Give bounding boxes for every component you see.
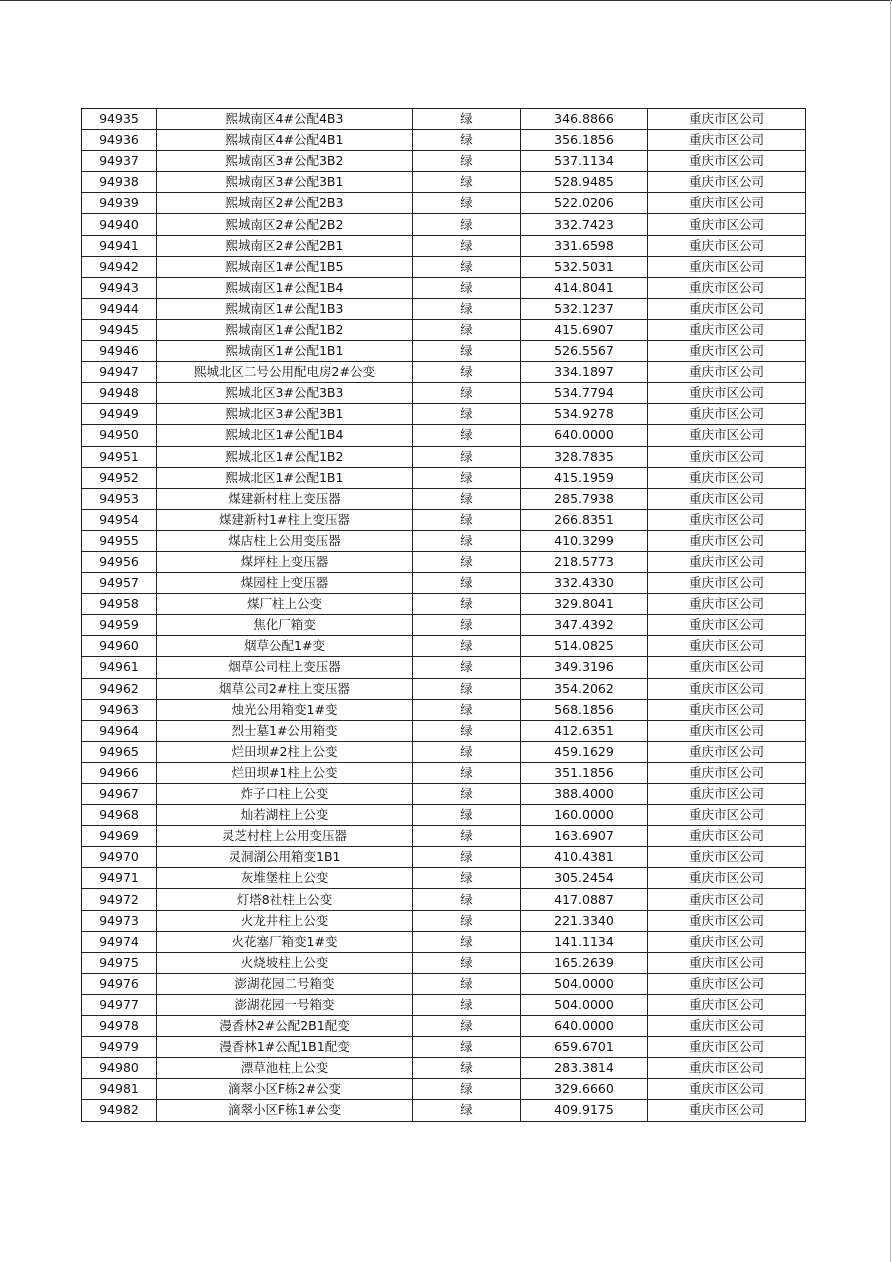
table-row (82, 931, 806, 952)
row-number-cell: 94938 (82, 172, 157, 193)
value-cell: 332.4330 (521, 573, 648, 594)
row-number-cell: 94949 (82, 404, 157, 425)
value-cell: 568.1856 (521, 699, 648, 720)
status-color-cell: 绿 (413, 868, 521, 889)
table-row (82, 805, 806, 826)
row-number-cell: 94946 (82, 341, 157, 362)
table-row (82, 889, 806, 910)
row-number-cell: 94937 (82, 151, 157, 172)
value-cell: 532.1237 (521, 298, 648, 319)
company-cell: 重庆市区公司 (648, 341, 806, 362)
status-color-cell: 绿 (413, 994, 521, 1015)
value-cell: 534.9278 (521, 404, 648, 425)
transformer-name-cell: 煤厂柱上公变 (157, 594, 413, 615)
status-color-cell: 绿 (413, 509, 521, 530)
table-row (82, 151, 806, 172)
table-row (82, 488, 806, 509)
value-cell: 283.3814 (521, 1058, 648, 1079)
row-number-cell: 94962 (82, 678, 157, 699)
status-color-cell: 绿 (413, 847, 521, 868)
table-row (82, 1037, 806, 1058)
status-color-cell: 绿 (413, 341, 521, 362)
table-row (82, 1058, 806, 1079)
table-row (82, 362, 806, 383)
value-cell: 329.6660 (521, 1079, 648, 1100)
table-row (82, 298, 806, 319)
row-number-cell: 94963 (82, 699, 157, 720)
transformer-name-cell: 滴翠小区F栋2#公变 (157, 1079, 413, 1100)
company-cell: 重庆市区公司 (648, 256, 806, 277)
row-number-cell: 94953 (82, 488, 157, 509)
status-color-cell: 绿 (413, 277, 521, 298)
status-color-cell: 绿 (413, 1037, 521, 1058)
transformer-name-cell: 灰堆堡柱上公变 (157, 868, 413, 889)
table-row (82, 573, 806, 594)
company-cell: 重庆市区公司 (648, 784, 806, 805)
value-cell: 163.6907 (521, 826, 648, 847)
table-row (82, 1100, 806, 1121)
value-cell: 331.6598 (521, 235, 648, 256)
status-color-cell: 绿 (413, 636, 521, 657)
transformer-name-cell: 焦化厂箱变 (157, 615, 413, 636)
table-row (82, 994, 806, 1015)
row-number-cell: 94952 (82, 467, 157, 488)
transformer-name-cell: 熙城北区1#公配1B4 (157, 425, 413, 446)
row-number-cell: 94942 (82, 256, 157, 277)
company-cell: 重庆市区公司 (648, 910, 806, 931)
transformer-name-cell: 熙城北区1#公配1B2 (157, 446, 413, 467)
transformer-name-cell: 熙城北区3#公配3B3 (157, 383, 413, 404)
transformer-name-cell: 熙城北区二号公用配电房2#公变 (157, 362, 413, 383)
transformer-name-cell: 灵洞湖公用箱变1B1 (157, 847, 413, 868)
table-row (82, 214, 806, 235)
value-cell: 349.3196 (521, 657, 648, 678)
value-cell: 415.6907 (521, 319, 648, 340)
value-cell: 347.4392 (521, 615, 648, 636)
table-row (82, 425, 806, 446)
status-color-cell: 绿 (413, 1100, 521, 1121)
value-cell: 414.8041 (521, 277, 648, 298)
status-color-cell: 绿 (413, 193, 521, 214)
transformer-name-cell: 熙城南区2#公配2B3 (157, 193, 413, 214)
company-cell: 重庆市区公司 (648, 151, 806, 172)
company-cell: 重庆市区公司 (648, 952, 806, 973)
transformer-name-cell: 煤建新村1#柱上变压器 (157, 509, 413, 530)
status-color-cell: 绿 (413, 551, 521, 572)
row-number-cell: 94951 (82, 446, 157, 467)
row-number-cell: 94935 (82, 109, 157, 130)
status-color-cell: 绿 (413, 235, 521, 256)
transformer-name-cell: 火烧坡柱上公变 (157, 952, 413, 973)
table-row (82, 699, 806, 720)
row-number-cell: 94948 (82, 383, 157, 404)
row-number-cell: 94965 (82, 741, 157, 762)
company-cell: 重庆市区公司 (648, 425, 806, 446)
status-color-cell: 绿 (413, 805, 521, 826)
status-color-cell: 绿 (413, 973, 521, 994)
row-number-cell: 94959 (82, 615, 157, 636)
row-number-cell: 94947 (82, 362, 157, 383)
company-cell: 重庆市区公司 (648, 762, 806, 783)
status-color-cell: 绿 (413, 573, 521, 594)
transformer-name-cell: 灵芝村柱上公用变压器 (157, 826, 413, 847)
row-number-cell: 94981 (82, 1079, 157, 1100)
row-number-cell: 94940 (82, 214, 157, 235)
company-cell: 重庆市区公司 (648, 235, 806, 256)
table-row (82, 130, 806, 151)
row-number-cell: 94976 (82, 973, 157, 994)
company-cell: 重庆市区公司 (648, 847, 806, 868)
company-cell: 重庆市区公司 (648, 509, 806, 530)
row-number-cell: 94956 (82, 551, 157, 572)
value-cell: 526.5567 (521, 341, 648, 362)
status-color-cell: 绿 (413, 699, 521, 720)
status-color-cell: 绿 (413, 214, 521, 235)
value-cell: 415.1959 (521, 467, 648, 488)
value-cell: 141.1134 (521, 931, 648, 952)
table-row (82, 530, 806, 551)
value-cell: 459.1629 (521, 741, 648, 762)
table-row (82, 952, 806, 973)
transformer-name-cell: 漫香林2#公配2B1配变 (157, 1016, 413, 1037)
status-color-cell: 绿 (413, 151, 521, 172)
status-color-cell: 绿 (413, 256, 521, 277)
table-row (82, 636, 806, 657)
table-row (82, 193, 806, 214)
transformer-name-cell: 澎湖花园二号箱变 (157, 973, 413, 994)
transformer-name-cell: 漫香林1#公配1B1配变 (157, 1037, 413, 1058)
value-cell: 160.0000 (521, 805, 648, 826)
status-color-cell: 绿 (413, 467, 521, 488)
transformer-name-cell: 熙城南区2#公配2B1 (157, 235, 413, 256)
status-color-cell: 绿 (413, 826, 521, 847)
company-cell: 重庆市区公司 (648, 741, 806, 762)
transformer-name-cell: 滴翠小区F栋1#公变 (157, 1100, 413, 1121)
row-number-cell: 94969 (82, 826, 157, 847)
company-cell: 重庆市区公司 (648, 530, 806, 551)
company-cell: 重庆市区公司 (648, 319, 806, 340)
page-right-edge (890, 0, 891, 1262)
company-cell: 重庆市区公司 (648, 973, 806, 994)
value-cell: 659.6701 (521, 1037, 648, 1058)
status-color-cell: 绿 (413, 130, 521, 151)
value-cell: 532.5031 (521, 256, 648, 277)
value-cell: 328.7835 (521, 446, 648, 467)
value-cell: 410.4381 (521, 847, 648, 868)
row-number-cell: 94954 (82, 509, 157, 530)
status-color-cell: 绿 (413, 889, 521, 910)
row-number-cell: 94955 (82, 530, 157, 551)
value-cell: 221.3340 (521, 910, 648, 931)
transformer-name-cell: 灯塔8社柱上公变 (157, 889, 413, 910)
status-color-cell: 绿 (413, 952, 521, 973)
table-row (82, 1079, 806, 1100)
transformer-name-cell: 烈士墓1#公用箱变 (157, 720, 413, 741)
row-number-cell: 94964 (82, 720, 157, 741)
company-cell: 重庆市区公司 (648, 994, 806, 1015)
status-color-cell: 绿 (413, 425, 521, 446)
table-row (82, 615, 806, 636)
value-cell: 504.0000 (521, 994, 648, 1015)
company-cell: 重庆市区公司 (648, 657, 806, 678)
value-cell: 640.0000 (521, 425, 648, 446)
transformer-name-cell: 熙城北区1#公配1B1 (157, 467, 413, 488)
row-number-cell: 94967 (82, 784, 157, 805)
value-cell: 351.1856 (521, 762, 648, 783)
table-row (82, 678, 806, 699)
table-row (82, 235, 806, 256)
company-cell: 重庆市区公司 (648, 720, 806, 741)
row-number-cell: 94950 (82, 425, 157, 446)
row-number-cell: 94978 (82, 1016, 157, 1037)
status-color-cell: 绿 (413, 657, 521, 678)
status-color-cell: 绿 (413, 530, 521, 551)
table-row (82, 256, 806, 277)
value-cell: 417.0887 (521, 889, 648, 910)
company-cell: 重庆市区公司 (648, 1016, 806, 1037)
company-cell: 重庆市区公司 (648, 889, 806, 910)
row-number-cell: 94977 (82, 994, 157, 1015)
transformer-name-cell: 熙城南区2#公配2B2 (157, 214, 413, 235)
table-row (82, 341, 806, 362)
company-cell: 重庆市区公司 (648, 277, 806, 298)
company-cell: 重庆市区公司 (648, 404, 806, 425)
row-number-cell: 94943 (82, 277, 157, 298)
company-cell: 重庆市区公司 (648, 1037, 806, 1058)
company-cell: 重庆市区公司 (648, 488, 806, 509)
status-color-cell: 绿 (413, 615, 521, 636)
row-number-cell: 94982 (82, 1100, 157, 1121)
value-cell: 388.4000 (521, 784, 648, 805)
company-cell: 重庆市区公司 (648, 551, 806, 572)
value-cell: 356.1856 (521, 130, 648, 151)
transformer-name-cell: 煤坪柱上变压器 (157, 551, 413, 572)
transformer-name-cell: 熙城南区3#公配3B1 (157, 172, 413, 193)
table-row (82, 762, 806, 783)
status-color-cell: 绿 (413, 362, 521, 383)
status-color-cell: 绿 (413, 446, 521, 467)
company-cell: 重庆市区公司 (648, 214, 806, 235)
status-color-cell: 绿 (413, 1079, 521, 1100)
row-number-cell: 94979 (82, 1037, 157, 1058)
status-color-cell: 绿 (413, 319, 521, 340)
value-cell: 534.7794 (521, 383, 648, 404)
row-number-cell: 94957 (82, 573, 157, 594)
table-row (82, 172, 806, 193)
company-cell: 重庆市区公司 (648, 362, 806, 383)
value-cell: 329.8041 (521, 594, 648, 615)
transformer-name-cell: 澎湖花园一号箱变 (157, 994, 413, 1015)
transformer-name-cell: 熙城南区1#公配1B4 (157, 277, 413, 298)
transformer-name-cell: 熙城南区1#公配1B5 (157, 256, 413, 277)
row-number-cell: 94960 (82, 636, 157, 657)
value-cell: 504.0000 (521, 973, 648, 994)
value-cell: 409.9175 (521, 1100, 648, 1121)
row-number-cell: 94958 (82, 594, 157, 615)
company-cell: 重庆市区公司 (648, 109, 806, 130)
transformer-name-cell: 熙城南区3#公配3B2 (157, 151, 413, 172)
table-row (82, 741, 806, 762)
row-number-cell: 94974 (82, 931, 157, 952)
value-cell: 410.3299 (521, 530, 648, 551)
table-row (82, 383, 806, 404)
company-cell: 重庆市区公司 (648, 573, 806, 594)
status-color-cell: 绿 (413, 298, 521, 319)
row-number-cell: 94966 (82, 762, 157, 783)
transformer-name-cell: 熙城北区3#公配3B1 (157, 404, 413, 425)
row-number-cell: 94980 (82, 1058, 157, 1079)
transformer-name-cell: 灿若湖柱上公变 (157, 805, 413, 826)
table-row (82, 847, 806, 868)
transformer-name-cell: 漂草池柱上公变 (157, 1058, 413, 1079)
transformer-name-cell: 熙城南区1#公配1B3 (157, 298, 413, 319)
transformer-table (81, 108, 806, 1122)
transformer-name-cell: 烂田坝#2柱上公变 (157, 741, 413, 762)
transformer-name-cell: 熙城南区1#公配1B2 (157, 319, 413, 340)
transformer-name-cell: 火龙井柱上公变 (157, 910, 413, 931)
status-color-cell: 绿 (413, 720, 521, 741)
value-cell: 412.6351 (521, 720, 648, 741)
page-top-edge (0, 0, 892, 1)
table-row (82, 826, 806, 847)
transformer-name-cell: 烛光公用箱变1#变 (157, 699, 413, 720)
row-number-cell: 94945 (82, 319, 157, 340)
value-cell: 165.2639 (521, 952, 648, 973)
table-row (82, 446, 806, 467)
transformer-name-cell: 煤建新村柱上变压器 (157, 488, 413, 509)
table-row (82, 404, 806, 425)
table-row (82, 910, 806, 931)
status-color-cell: 绿 (413, 1058, 521, 1079)
company-cell: 重庆市区公司 (648, 1100, 806, 1121)
company-cell: 重庆市区公司 (648, 826, 806, 847)
table-row (82, 1016, 806, 1037)
table-row (82, 509, 806, 530)
status-color-cell: 绿 (413, 172, 521, 193)
company-cell: 重庆市区公司 (648, 446, 806, 467)
row-number-cell: 94972 (82, 889, 157, 910)
status-color-cell: 绿 (413, 383, 521, 404)
status-color-cell: 绿 (413, 404, 521, 425)
row-number-cell: 94939 (82, 193, 157, 214)
value-cell: 266.8351 (521, 509, 648, 530)
value-cell: 514.0825 (521, 636, 648, 657)
status-color-cell: 绿 (413, 678, 521, 699)
row-number-cell: 94968 (82, 805, 157, 826)
company-cell: 重庆市区公司 (648, 193, 806, 214)
status-color-cell: 绿 (413, 109, 521, 130)
transformer-name-cell: 烂田坝#1柱上公变 (157, 762, 413, 783)
status-color-cell: 绿 (413, 488, 521, 509)
company-cell: 重庆市区公司 (648, 868, 806, 889)
company-cell: 重庆市区公司 (648, 615, 806, 636)
transformer-name-cell: 煤店柱上公用变压器 (157, 530, 413, 551)
table-row (82, 277, 806, 298)
row-number-cell: 94941 (82, 235, 157, 256)
table-row (82, 319, 806, 340)
table-row (82, 109, 806, 130)
status-color-cell: 绿 (413, 931, 521, 952)
company-cell: 重庆市区公司 (648, 467, 806, 488)
company-cell: 重庆市区公司 (648, 678, 806, 699)
row-number-cell: 94971 (82, 868, 157, 889)
value-cell: 332.7423 (521, 214, 648, 235)
company-cell: 重庆市区公司 (648, 172, 806, 193)
value-cell: 640.0000 (521, 1016, 648, 1037)
transformer-name-cell: 烟草公司2#柱上变压器 (157, 678, 413, 699)
transformer-name-cell: 熙城南区4#公配4B1 (157, 130, 413, 151)
transformer-name-cell: 烟草公配1#变 (157, 636, 413, 657)
company-cell: 重庆市区公司 (648, 130, 806, 151)
company-cell: 重庆市区公司 (648, 383, 806, 404)
company-cell: 重庆市区公司 (648, 1079, 806, 1100)
transformer-name-cell: 熙城南区4#公配4B3 (157, 109, 413, 130)
row-number-cell: 94970 (82, 847, 157, 868)
value-cell: 218.5773 (521, 551, 648, 572)
row-number-cell: 94944 (82, 298, 157, 319)
company-cell: 重庆市区公司 (648, 636, 806, 657)
value-cell: 334.1897 (521, 362, 648, 383)
row-number-cell: 94975 (82, 952, 157, 973)
table-body (82, 109, 806, 1122)
company-cell: 重庆市区公司 (648, 699, 806, 720)
transformer-name-cell: 烟草公司柱上变压器 (157, 657, 413, 678)
company-cell: 重庆市区公司 (648, 1058, 806, 1079)
transformer-name-cell: 熙城南区1#公配1B1 (157, 341, 413, 362)
status-color-cell: 绿 (413, 784, 521, 805)
row-number-cell: 94973 (82, 910, 157, 931)
value-cell: 346.8866 (521, 109, 648, 130)
company-cell: 重庆市区公司 (648, 931, 806, 952)
status-color-cell: 绿 (413, 762, 521, 783)
value-cell: 354.2062 (521, 678, 648, 699)
status-color-cell: 绿 (413, 1016, 521, 1037)
value-cell: 522.0206 (521, 193, 648, 214)
company-cell: 重庆市区公司 (648, 298, 806, 319)
table-row (82, 973, 806, 994)
status-color-cell: 绿 (413, 741, 521, 762)
table-row (82, 594, 806, 615)
status-color-cell: 绿 (413, 594, 521, 615)
table-row (82, 551, 806, 572)
table-row (82, 720, 806, 741)
value-cell: 537.1134 (521, 151, 648, 172)
value-cell: 305.2454 (521, 868, 648, 889)
company-cell: 重庆市区公司 (648, 594, 806, 615)
transformer-name-cell: 炸子口柱上公变 (157, 784, 413, 805)
table-row (82, 657, 806, 678)
transformer-name-cell: 煤园柱上变压器 (157, 573, 413, 594)
transformer-name-cell: 火花塞厂箱变1#变 (157, 931, 413, 952)
value-cell: 528.9485 (521, 172, 648, 193)
table-row (82, 784, 806, 805)
row-number-cell: 94936 (82, 130, 157, 151)
value-cell: 285.7938 (521, 488, 648, 509)
row-number-cell: 94961 (82, 657, 157, 678)
status-color-cell: 绿 (413, 910, 521, 931)
table-row (82, 868, 806, 889)
table-row (82, 467, 806, 488)
company-cell: 重庆市区公司 (648, 805, 806, 826)
